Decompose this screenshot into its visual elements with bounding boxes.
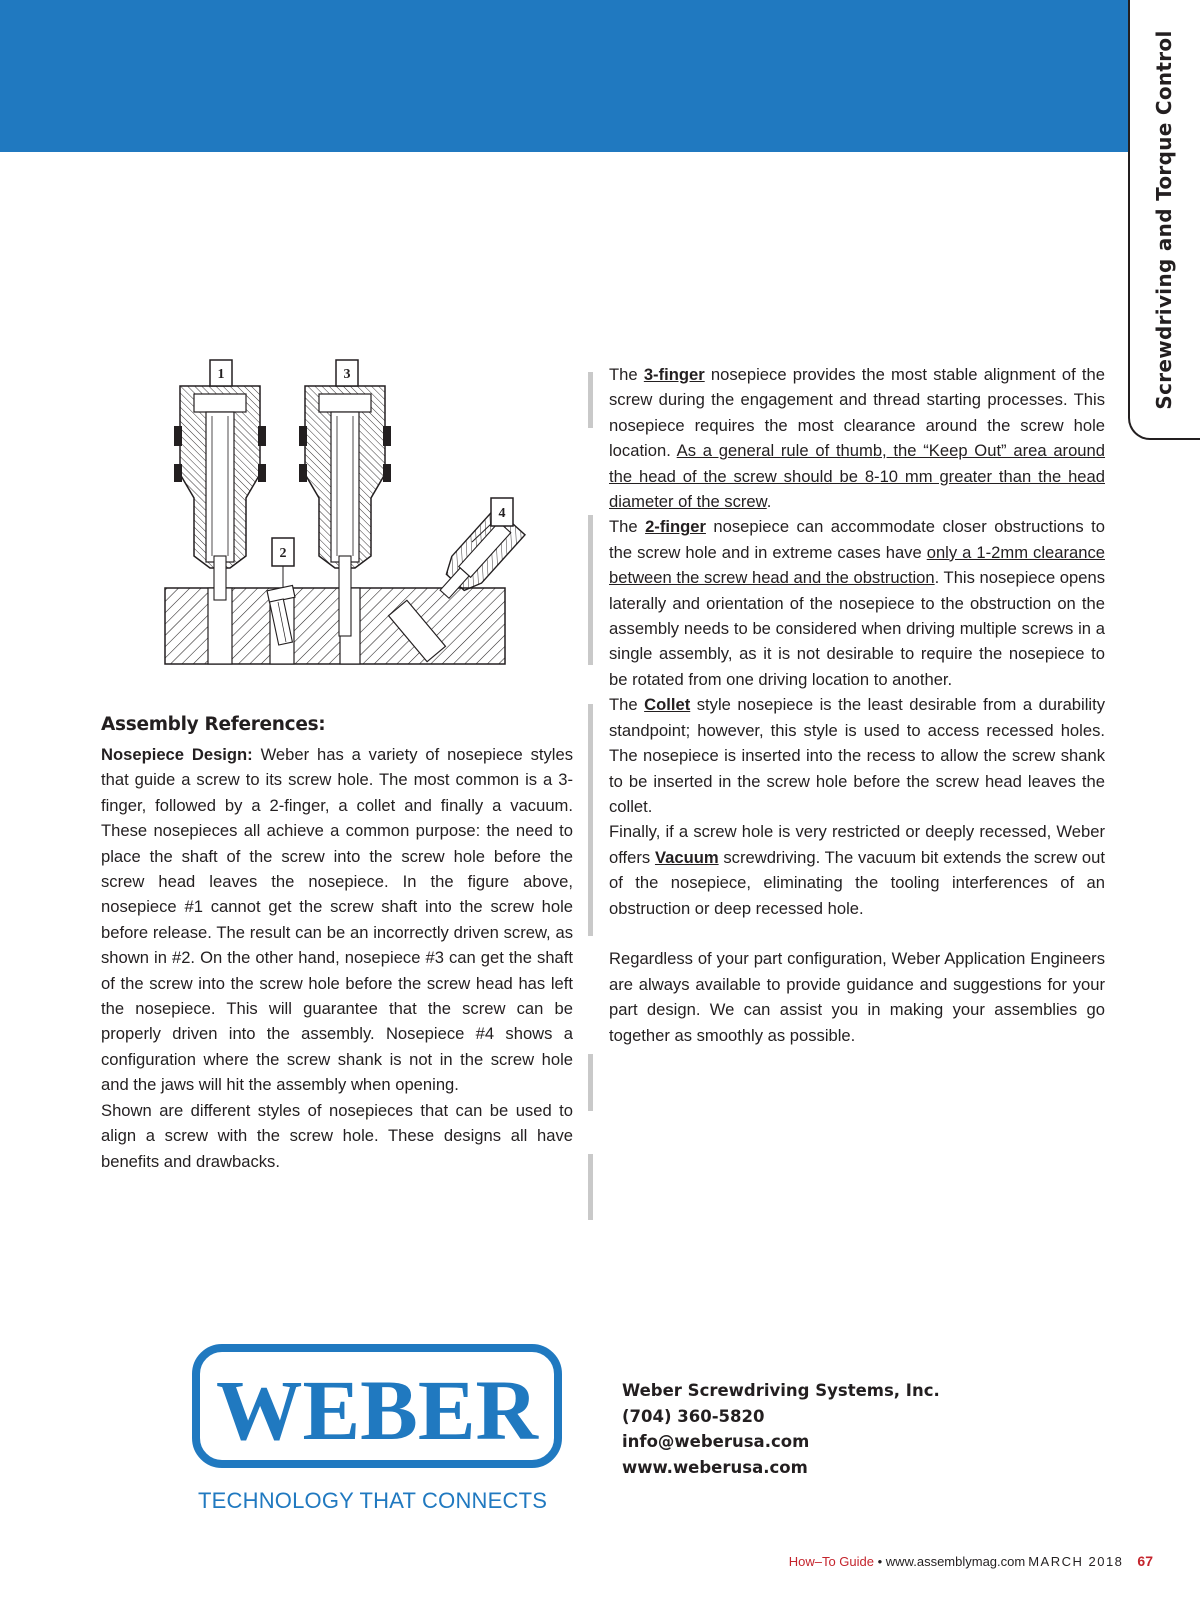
- left-column: [101, 742, 573, 1174]
- text-run: The: [609, 517, 646, 537]
- two-finger-paragraph: [609, 514, 1105, 692]
- text-run: The: [609, 365, 644, 384]
- text-run: Finally, if a screw hole is very restricted or deeply recessed, Weber offers: [609, 822, 1105, 867]
- text-run: style nosepiece is the least desirable from a durability standpoint; however, this style is used to access recessed holes. The nosepiece is inserted into the recess to allow the screw shank to be inserted in the screw hole before the screw head leaves the collet.: [609, 695, 1105, 816]
- email-link[interactable]: info@weberusa.com: [622, 1432, 810, 1451]
- contact-block: [622, 1378, 940, 1480]
- text-run: .: [766, 492, 772, 512]
- section-tab-label: Screwdriving and Torque Control: [1152, 30, 1176, 410]
- text-run: The: [609, 695, 645, 715]
- paragraph-gap: [609, 921, 1105, 946]
- term-vacuum: Vacuum: [654, 847, 719, 867]
- logo-wordmark: WEBER: [216, 1362, 539, 1458]
- collet-paragraph: [609, 692, 1105, 819]
- vacuum-paragraph: [609, 819, 1105, 921]
- page-footer: [789, 1553, 1153, 1569]
- nosepiece-design-label: Nosepiece Design:: [101, 745, 253, 764]
- right-column: [609, 362, 1105, 1048]
- svg-text:2: 2: [279, 546, 287, 561]
- term-2-finger: 2-finger: [645, 517, 706, 537]
- page-number: 67: [1137, 1553, 1153, 1569]
- column-divider-segment: [588, 372, 593, 428]
- keep-out-rule: As a general rule of thumb, the “Keep Out” area around the head of the screw should be 8-10 mm greater than the head diameter of the screw: [609, 441, 1105, 512]
- svg-text:3: 3: [343, 367, 351, 382]
- text-run: nosepiece can accommodate closer obstructions to the screw hole and in extreme cases have: [609, 517, 1105, 562]
- svg-text:1: 1: [217, 367, 225, 382]
- callout-1: [210, 360, 232, 386]
- callout-2: [272, 538, 294, 588]
- closing-paragraph: Regardless of your part configuration, Weber Application Engineers are always available to provide guidance and suggestions for your part design. We can assist you in making your assemblies go together as smoothly as possible.: [609, 949, 1105, 1045]
- weber-logo: [192, 1344, 562, 1468]
- nosepiece-1-drawing: [174, 386, 266, 600]
- column-divider-segment: [588, 1154, 593, 1220]
- term-collet: Collet: [644, 695, 691, 715]
- phone-number: (704) 360-5820: [622, 1406, 765, 1426]
- column-divider-segment: [588, 1054, 593, 1111]
- nosepiece-design-text: Weber has a variety of nosepiece styles that guide a screw to its screw hole. The most common is a 3-finger, followed by a 2-finger, a collet and finally a vacuum. These nosepieces all achieve a common purpose: the need to place the shaft of the screw into the screw hole before the screw head leaves the nosepiece. In the figure above, nosepiece #1 cannot get the screw shaft into the screw hole before release. The result can be an incorrectly driven screw, as shown in #2. On the other hand, nosepiece #3 can get the shaft of the screw into the screw hole before the screw head has left the nosepiece. This will guarantee that the screw can be properly driven into the assembly. Nosepiece #4 shows a configuration where the screw shank is not in the screw hole and the jaws will hit the assembly when opening.: [101, 745, 573, 1095]
- svg-text:4: 4: [498, 506, 506, 521]
- callout-3: [336, 360, 358, 386]
- styles-paragraph: Shown are different styles of nosepieces that can be used to align a screw with the screw hole. These designs all have benefits and drawbacks.: [101, 1100, 573, 1171]
- column-divider-segment: [588, 704, 593, 936]
- text-run: nosepiece provides the most stable alignment of the screw during the engagement and thread starting processes. This nosepiece requires the most clearance around the screw hole location.: [609, 365, 1105, 461]
- section-heading: Assembly References:: [101, 714, 326, 735]
- footer-separator: •: [874, 1554, 886, 1569]
- column-divider-segment: [588, 515, 593, 665]
- term-3-finger: 3-finger: [643, 365, 705, 384]
- text-run: . This nosepiece opens laterally and orientation of the nosepiece to the obstruction on the assembly needs to be considered when driving multiple screws in a single assembly, as it is not desirable to require the nosepiece to be rotated from one driving location to another.: [609, 568, 1105, 689]
- nosepiece-design-paragraph: [101, 742, 573, 1098]
- three-finger-paragraph: [609, 362, 1105, 514]
- header-band: [0, 0, 1130, 152]
- footer-guide: How–To Guide: [788, 1554, 874, 1569]
- tagline: TECHNOLOGY THAT CONNECTS: [198, 1488, 548, 1513]
- text-run: screwdriving. The vacuum bit extends the screw out of the nosepiece, eliminating the tooling interferences of an obstruction or deep recessed hole.: [609, 847, 1106, 918]
- clearance-rule: only a 1-2mm clearance between the screw head and the obstruction: [609, 542, 1105, 588]
- footer-issue: MARCH 2018: [1028, 1554, 1124, 1569]
- website-link[interactable]: www.weberusa.com: [622, 1457, 808, 1477]
- nosepiece-figure: [150, 356, 530, 686]
- company-name: Weber Screwdriving Systems, Inc.: [622, 1381, 940, 1400]
- footer-site[interactable]: www.assemblymag.com: [885, 1554, 1026, 1569]
